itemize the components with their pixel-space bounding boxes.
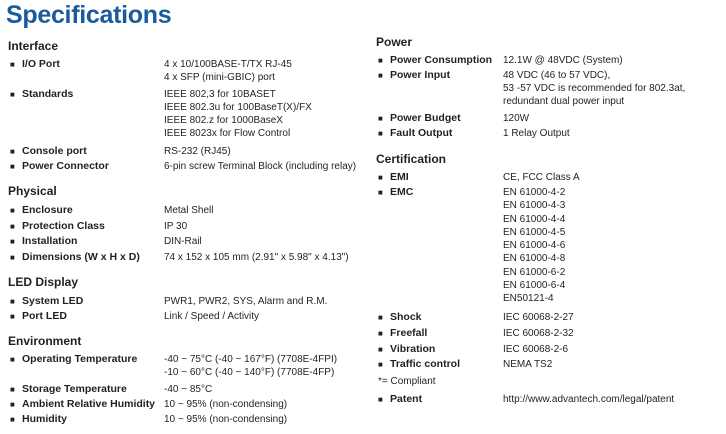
spec-label-power-budget: ■ Power Budget (378, 112, 461, 124)
spec-value-traffic-control: NEMA TS2 (503, 359, 553, 370)
spec-label-humidity: ■ Humidity (10, 413, 67, 425)
spec-value-humidity: 10 ~ 95% (non-condensing) (164, 414, 288, 425)
spec-value-vibration: IEC 60068-2-6 (503, 344, 569, 355)
spec-value-standards: IEEE 802,3 for 10BASET IEEE 802.3u for 100BaseT(X)/FX IEEE 802.z for 1000BaseX IEEE 8023x for Flow Control (164, 89, 312, 139)
spec-label-standards: ■ Standards (10, 88, 74, 100)
spec-label-operating-temperature: ■ Operating Temperature (10, 353, 138, 365)
spec-label-fault-output: ■ Fault Output (378, 127, 453, 139)
spec-label-port-led: ■ Port LED (10, 310, 67, 322)
spec-value-power-connector: 6-pin screw Terminal Block (including relay) (164, 161, 357, 172)
spec-label-power-connector: ■ Power Connector (10, 160, 109, 172)
spec-label-ambient-humidity: ■ Ambient Relative Humidity (10, 398, 156, 410)
spec-label-storage-temperature: ■ Storage Temperature (10, 383, 127, 395)
spec-label-freefall: ■ Freefall (378, 327, 428, 339)
spec-value-port-led: Link / Speed / Activity (164, 311, 260, 322)
spec-value-console-port: RS-232 (RJ45) (164, 146, 231, 157)
patent-link[interactable]: http://www.advantech.com/legal/patent (503, 394, 675, 405)
spec-value-power-consumption: 12.1W @ 48VDC (System) (503, 55, 623, 66)
spec-label-protection-class: ■ Protection Class (10, 220, 105, 232)
spec-value-freefall: IEC 60068-2-32 (503, 328, 574, 339)
section-title-led-display: LED Display (8, 275, 79, 289)
spec-value-dimensions: 74 x 152 x 105 mm (2.91" x 5.98" x 4.13") (164, 252, 349, 263)
spec-label-emi: ■ EMI (378, 171, 409, 183)
spec-label-dimensions: ■ Dimensions (W x H x D) (10, 251, 140, 263)
spec-label-power-input: ■ Power Input (378, 69, 451, 81)
spec-value-emi: CE, FCC Class A (503, 172, 580, 183)
page-title: Specifications (6, 1, 172, 29)
spec-label-vibration: ■ Vibration (378, 343, 436, 355)
section-title-power: Power (376, 35, 413, 49)
compliance-note: *= Compliant (378, 376, 436, 387)
spec-value-io-port: 4 x 10/100BASE-T/TX RJ-45 4 x SFP (mini-GBIC) port (164, 59, 292, 83)
spec-value-patent (503, 393, 674, 406)
spec-label-patent: ■ Patent (378, 393, 423, 405)
spec-value-storage-temperature: -40 ~ 85°C (164, 384, 213, 395)
spec-label-traffic-control: ■ Traffic control (378, 358, 461, 370)
section-title-certification: Certification (376, 152, 447, 166)
spec-label-system-led: ■ System LED (10, 295, 84, 307)
section-title-environment: Environment (8, 334, 82, 348)
spec-value-installation: DIN-Rail (164, 236, 202, 247)
spec-label-emc: ■ EMC (378, 186, 414, 198)
spec-value-power-input: 48 VDC (46 to 57 VDC), 53 -57 VDC is recommended for 802.3at, redundant dual power input (503, 70, 686, 107)
spec-value-protection-class: IP 30 (164, 221, 188, 232)
section-title-interface: Interface (8, 39, 59, 53)
spec-label-console-port: ■ Console port (10, 145, 87, 157)
spec-label-installation: ■ Installation (10, 235, 78, 247)
spec-value-ambient-humidity: 10 ~ 95% (non-condensing) (164, 399, 288, 410)
spec-value-shock: IEC 60068-2-27 (503, 312, 574, 323)
spec-value-power-budget: 120W (503, 113, 530, 124)
spec-label-io-port: ■ I/O Port (10, 58, 60, 70)
spec-label-power-consumption: ■ Power Consumption (378, 54, 493, 66)
spec-value-emc: EN 61000-4-2 EN 61000-4-3 EN 61000-4-4 EN 61000-4-5 EN 61000-4-6 EN 61000-4-8 EN 61000-6-2 EN 61000-6-4 EN50121-4 (503, 187, 566, 305)
spec-value-enclosure: Metal Shell (164, 205, 214, 216)
spec-label-enclosure: ■ Enclosure (10, 204, 73, 216)
spec-label-shock: ■ Shock (378, 311, 422, 323)
spec-value-fault-output: 1 Relay Output (503, 128, 570, 139)
section-title-physical: Physical (8, 184, 57, 198)
spec-value-system-led: PWR1, PWR2, SYS, Alarm and R.M. (164, 296, 328, 307)
spec-value-operating-temperature: -40 ~ 75°C (-40 ~ 167°F) (7708E-4FPI) -10 ~ 60°C (-40 ~ 140°F) (7708E-4FP) (164, 354, 338, 378)
